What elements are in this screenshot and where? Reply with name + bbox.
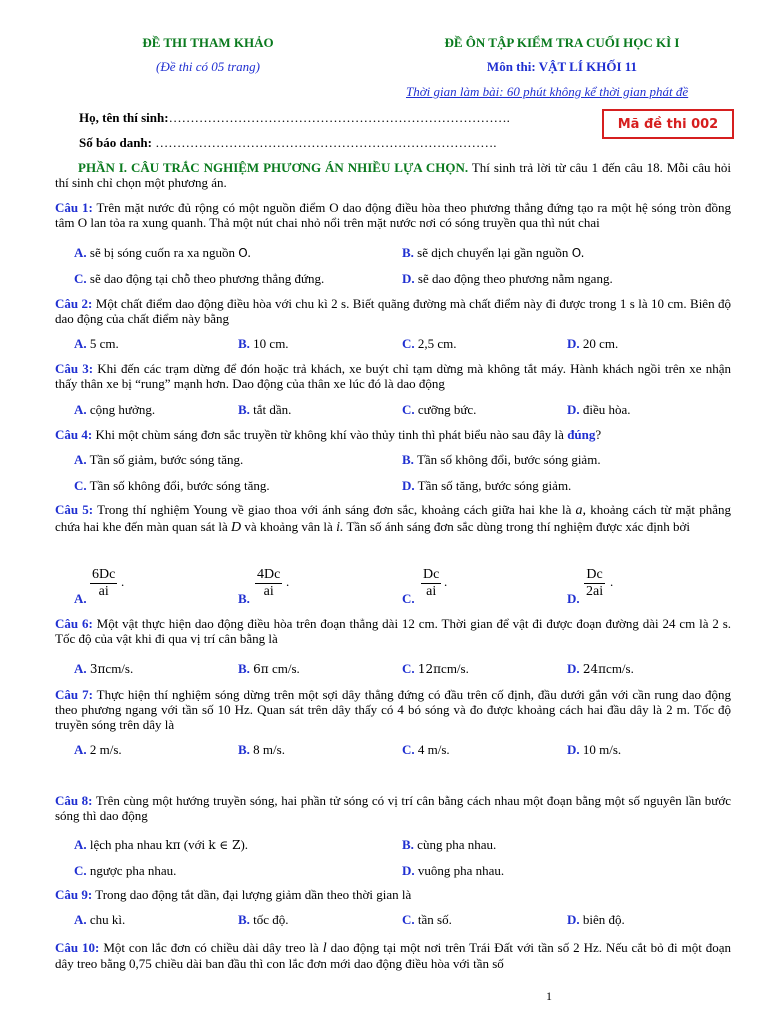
question-5-text-4: Tần số ánh sáng đơn sắc dùng trong thí nghiệm được xác định bởi — [343, 519, 691, 534]
candidate-number-dots: ……………………………………………………………………. — [155, 135, 497, 150]
fraction-denominator: ai — [255, 583, 282, 600]
q8-option-b[interactable] — [402, 837, 496, 853]
option-text: Tần số không đổi, bước sóng giảm. — [416, 452, 601, 467]
option-letter: C. — [74, 863, 87, 878]
q3-option-c[interactable] — [402, 402, 476, 418]
option-letter: B. — [402, 452, 414, 467]
fraction-dot: . — [121, 574, 125, 589]
question-3-label: Câu 3: — [55, 361, 94, 376]
option-letter: B. — [238, 742, 250, 757]
option-text: sẽ dao động theo phương nằm ngang. — [417, 271, 613, 286]
q4-option-b[interactable] — [402, 452, 601, 468]
option-letter: D. — [567, 742, 580, 757]
time-text: Thời gian làm bài: 60 phút không kể thời gian phát đề — [406, 84, 689, 99]
question-2-text: Một chất điểm dao động điều hòa với chu kì 2 s. Biết quãng đường mà chất điểm này đi được trong 1 s là 10 cm. Biên độ dao động của chất điểm này bằng — [55, 296, 732, 326]
option-letter: C. — [402, 742, 415, 757]
option-letter: A. — [74, 661, 87, 676]
option-letter: D. — [402, 478, 415, 493]
q2-option-a[interactable] — [74, 336, 119, 352]
option-letter: B. — [402, 245, 414, 260]
option-text: 8 m/s. — [253, 742, 285, 757]
option-text: 10 m/s. — [582, 742, 622, 757]
question-4 — [55, 427, 731, 442]
option-symbol: O. — [571, 246, 585, 260]
q7-option-d[interactable] — [567, 742, 621, 758]
q7-option-a[interactable] — [74, 742, 122, 758]
option-text: vuông pha nhau. — [417, 863, 505, 878]
q9-option-a[interactable] — [74, 912, 125, 928]
question-7-text: Thực hiện thí nghiệm sóng dừng trên một sợi dây thẳng đứng có đầu trên cố định, đầu dưới gắn với cần rung dao động theo phương ngang với tần số 10 Hz. Quan sát trên dây thấy có 4 bó sóng và đo được khoảng cách hai đầu dây là 2 m. Tốc độ truyền sóng trên dây là — [55, 687, 732, 732]
candidate-number-label: Số báo danh: — [79, 135, 152, 150]
option-letter: B. — [238, 912, 250, 927]
fraction-denominator: ai — [421, 583, 441, 600]
fraction-numerator: 6Dc — [92, 567, 116, 582]
symbol-i: i. — [336, 520, 344, 535]
fraction-dot: . — [610, 574, 614, 589]
option-text: ). — [240, 837, 249, 852]
option-letter: D. — [402, 271, 415, 286]
option-letter: D. — [567, 912, 580, 927]
question-10-text-2: dao động tại một nơi trên Trái Đất với tần số 2 Hz. Nếu cắt bỏ đi một đoạn dây treo bằng 0,75 chiều dài ban đầu thì con lắc đơn mới dao động điều hòa với tần số — [55, 940, 732, 971]
q6-option-b[interactable] — [238, 661, 300, 677]
option-letter: D. — [567, 336, 580, 351]
fraction-numerator: 4Dc — [257, 567, 281, 582]
option-text: tốc độ. — [253, 912, 289, 927]
question-8-label: Câu 8: — [55, 793, 93, 808]
q5-option-d-fraction — [584, 567, 605, 600]
option-letter: D. — [567, 591, 580, 606]
question-10-text-1: Một con lắc đơn có chiều dài dây treo là — [99, 940, 323, 955]
option-text: (với — [180, 837, 209, 852]
question-2-label: Câu 2: — [55, 296, 93, 311]
option-text: Tần số tăng, bước sóng giảm. — [417, 478, 572, 493]
option-text: điều hòa. — [582, 402, 631, 417]
option-letter: D. — [567, 661, 580, 676]
question-1 — [55, 200, 731, 230]
option-symbol: O. — [238, 246, 252, 260]
question-4-text: Khi một chùm sáng đơn sắc truyền từ không khí vào thủy tinh thì phát biểu nào sau đây là — [92, 427, 568, 442]
question-10 — [55, 940, 731, 971]
question-3-text: Khi đến các trạm dừng để đón hoặc trả khách, xe buýt chỉ tạm dừng mà không tắt máy. Hành khách ngồi trên xe nhận thấy thân xe bị “rung” mạnh hơn. Dao động của thân xe lúc đó là dao động — [55, 361, 731, 391]
option-text: 2 m/s. — [89, 742, 122, 757]
symbol-l: l — [322, 941, 327, 956]
option-letter: C. — [74, 271, 87, 286]
subject-line: Môn thi: VẬT LÍ KHỐI 11 — [486, 59, 638, 74]
q5-option-c-fraction — [421, 567, 441, 600]
q3-option-d[interactable] — [567, 402, 631, 418]
question-5-label: Câu 5: — [55, 502, 94, 517]
q7-option-b[interactable] — [238, 742, 285, 758]
fraction-dot: . — [444, 574, 448, 589]
question-7-label: Câu 7: — [55, 687, 93, 702]
option-unit: cm/s. — [105, 661, 134, 676]
option-text: 4 m/s. — [417, 742, 450, 757]
q9-option-b[interactable] — [238, 912, 289, 928]
option-unit: cm/s. — [271, 661, 300, 676]
q1-option-b[interactable] — [402, 245, 584, 261]
option-text: chu kì. — [89, 912, 126, 927]
fraction-numerator: Dc — [423, 567, 440, 582]
question-5-text-2: khoảng cách từ mặt phẳng chứa hai khe đến màn quan sát là — [55, 502, 731, 534]
option-letter: A. — [74, 452, 87, 467]
option-letter: C. — [402, 336, 415, 351]
q6-option-d[interactable] — [567, 661, 634, 677]
option-text: sẽ bị sóng cuốn ra xa nguồn — [89, 245, 239, 260]
option-text: Tần số giảm, bước sóng tăng. — [89, 452, 244, 467]
question-4-emphasis: đúng — [567, 427, 596, 442]
option-text: cộng hưởng. — [89, 402, 156, 417]
time-line — [406, 84, 688, 100]
candidate-name-dots: ……………………………………………………………………. — [168, 110, 510, 125]
option-letter: A. — [74, 336, 87, 351]
q1-option-c[interactable] — [74, 271, 324, 287]
question-1-text: Trên mặt nước đủ rộng có một nguồn điểm O dao động điều hòa theo phương thẳng đứng tạo ra một hệ sóng tròn đồng tâm O lan tỏa ra xung quanh. Thả một nút chai nhỏ nổi trên mặt nước nơi có sóng truyền qua thì nút chai — [55, 200, 731, 230]
symbol-D: D — [230, 520, 242, 535]
option-letter: B. — [238, 402, 250, 417]
option-letter: B. — [238, 591, 250, 606]
question-3 — [55, 361, 731, 391]
part1-instruction: Thí sinh trả lời từ câu 1 đến câu 18. Mỗi câu hỏi thí sinh chỉ chọn một phương án. — [55, 160, 732, 190]
option-text: 10 cm. — [253, 336, 289, 351]
option-text: 2,5 cm. — [417, 336, 457, 351]
option-letter: B. — [238, 661, 250, 676]
q4-option-a[interactable] — [74, 452, 243, 468]
option-symbol: kπ — [165, 838, 181, 852]
option-text: sẽ dao động tại chỗ theo phương thẳng đứng. — [89, 271, 325, 286]
q2-option-c[interactable] — [402, 336, 457, 352]
question-5-text-1: Trong thí nghiệm Young về giao thoa với ánh sáng đơn sắc, khoảng cách giữa hai khe là — [93, 502, 576, 517]
fraction-denominator: ai — [90, 583, 117, 600]
q9-option-d[interactable] — [567, 912, 625, 928]
option-symbol: 3π — [89, 662, 106, 676]
fraction-numerator: Dc — [586, 567, 603, 582]
fraction-dot: . — [286, 574, 290, 589]
option-letter: C. — [402, 591, 415, 606]
q7-option-c[interactable] — [402, 742, 450, 758]
q8-option-c[interactable] — [74, 863, 176, 879]
question-10-label: Câu 10: — [55, 940, 100, 955]
page-count-note: (Đề thi có 05 trang) — [156, 59, 260, 74]
option-symbol: 24π — [582, 662, 607, 676]
q8-option-a[interactable] — [74, 837, 248, 853]
question-5 — [55, 502, 731, 536]
option-text: sẽ dịch chuyển lại gần nguồn — [417, 245, 572, 260]
option-letter: C. — [74, 478, 87, 493]
option-text: ngược pha nhau. — [89, 863, 177, 878]
q4-option-d[interactable] — [402, 478, 571, 494]
option-symbol: 6π — [253, 662, 269, 676]
option-letter: A. — [74, 245, 87, 260]
question-4-end: ? — [595, 427, 602, 442]
option-text: tần số. — [417, 912, 452, 927]
option-text: tắt dần. — [253, 402, 292, 417]
exam-title: ĐỀ ÔN TẬP KIỂM TRA CUỐI HỌC KÌ I — [444, 35, 680, 50]
part1-heading: PHẦN I. CÂU TRẮC NGHIỆM PHƯƠNG ÁN NHIỀU LỰA CHỌN. — [78, 160, 469, 175]
q8-option-d[interactable] — [402, 863, 504, 879]
question-5-text-3: và khoảng vân là — [241, 519, 337, 534]
option-unit: cm/s. — [441, 661, 469, 676]
option-letter: A. — [74, 591, 87, 606]
q1-option-d[interactable] — [402, 271, 613, 287]
candidate-name-row — [79, 110, 510, 126]
option-text: cưỡng bức. — [417, 402, 477, 417]
symbol-a: a, — [575, 503, 587, 518]
exam-code-box: Mã đề thi 002 — [602, 109, 734, 139]
q3-option-a[interactable] — [74, 402, 155, 418]
q5-option-c[interactable] — [402, 591, 415, 607]
part1-intro — [55, 160, 731, 190]
option-text: biên độ. — [582, 912, 625, 927]
q2-option-b[interactable] — [238, 336, 289, 352]
option-letter: A. — [74, 912, 87, 927]
exam-type-title: ĐỀ THI THAM KHẢO — [142, 35, 274, 50]
question-8-text: Trên cùng một hướng truyền sóng, hai phần tử sóng có vị trí cân bằng cách nhau một đoạn bằng một số nguyên lần bước sóng thì dao động — [55, 793, 731, 823]
question-6-text: Một vật thực hiện dao động điều hòa trên đoạn thẳng dài 12 cm. Thời gian để vật đi được đoạn đường dài 24 cm là 2 s. Tốc độ của vật khi đi qua vị trí cân bằng là — [55, 616, 731, 646]
option-symbol: 12π — [417, 662, 442, 676]
question-4-label: Câu 4: — [55, 427, 93, 442]
option-letter: D. — [402, 863, 415, 878]
option-text: lệch pha nhau — [89, 837, 166, 852]
option-letter: A. — [74, 402, 87, 417]
question-1-label: Câu 1: — [55, 200, 93, 215]
option-text: 20 cm. — [582, 336, 619, 351]
fraction-denominator: 2ai — [586, 584, 604, 599]
option-text: Tần số không đổi, bước sóng tăng. — [89, 478, 270, 493]
option-unit: cm/s. — [606, 661, 634, 676]
q9-option-c[interactable] — [402, 912, 452, 928]
option-letter: C. — [402, 661, 415, 676]
option-letter: C. — [402, 402, 415, 417]
q3-option-b[interactable] — [238, 402, 291, 418]
candidate-number-row — [79, 135, 496, 151]
question-9 — [55, 887, 731, 902]
option-symbol: k ∈ Z — [208, 838, 241, 852]
page-number: 1 — [546, 989, 552, 1003]
option-text: cùng pha nhau. — [417, 837, 497, 852]
question-8 — [55, 793, 731, 823]
question-9-text: Trong dao động tắt dần, đại lượng giảm dần theo thời gian là — [92, 887, 412, 902]
option-letter: D. — [567, 402, 580, 417]
q1-option-a[interactable] — [74, 245, 251, 261]
option-letter: A. — [74, 837, 87, 852]
question-7 — [55, 687, 731, 732]
option-letter: C. — [402, 912, 415, 927]
option-letter: B. — [402, 837, 414, 852]
q4-option-c[interactable] — [74, 478, 270, 494]
q5-option-b-fraction — [255, 567, 282, 600]
question-6-label: Câu 6: — [55, 616, 93, 631]
option-letter: A. — [74, 742, 87, 757]
question-6 — [55, 616, 731, 646]
question-9-label: Câu 9: — [55, 887, 93, 902]
question-2 — [55, 296, 731, 326]
q5-option-a[interactable] — [74, 591, 87, 607]
q5-option-b[interactable] — [238, 591, 250, 607]
q2-option-d[interactable] — [567, 336, 618, 352]
q6-option-c[interactable] — [402, 661, 469, 677]
option-letter: B. — [238, 336, 250, 351]
q6-option-a[interactable] — [74, 661, 133, 677]
q5-option-d[interactable] — [567, 591, 580, 607]
option-text: 5 cm. — [89, 336, 119, 351]
candidate-name-label: Họ, tên thí sinh: — [79, 110, 169, 125]
q5-option-a-fraction — [90, 567, 117, 600]
